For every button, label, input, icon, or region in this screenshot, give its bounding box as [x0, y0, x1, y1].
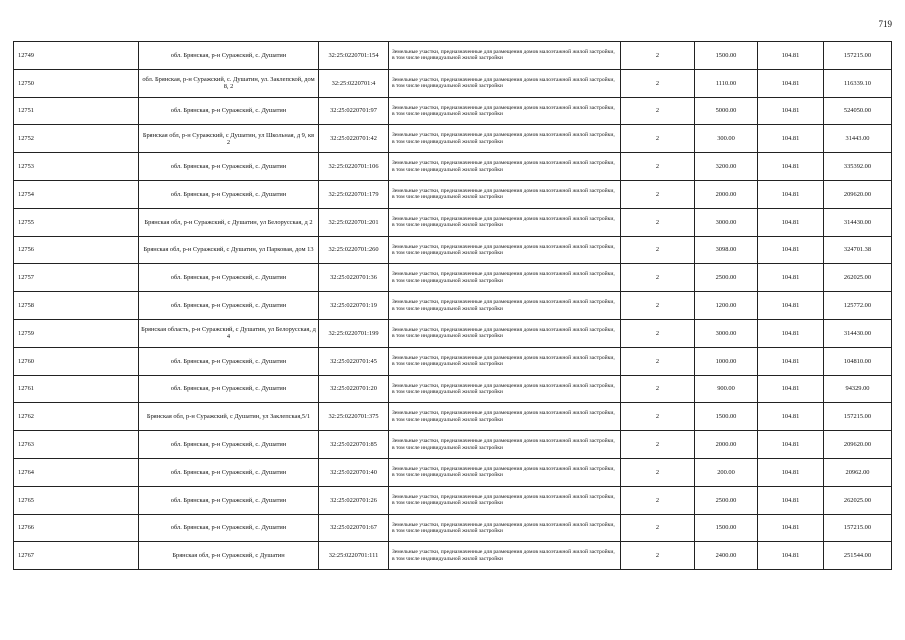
row-address: обл. Брянская, р-н Суражский, с. Душатин — [139, 264, 319, 292]
table-row — [14, 403, 892, 431]
row-rate: 104.81 — [758, 42, 824, 70]
row-area: 2500.00 — [695, 486, 758, 514]
row-address: Брянская обл, р-н Суражский, с Душатин, ул Школьная, д 9, кв 2 — [139, 125, 319, 153]
row-group: 2 — [621, 486, 695, 514]
row-area: 1500.00 — [695, 514, 758, 542]
row-rate: 104.81 — [758, 542, 824, 570]
row-cadastral-value: 262025.00 — [824, 264, 892, 292]
row-address: обл. Брянская, р-н Суражский, с. Душатин — [139, 153, 319, 181]
row-land-purpose: Земельные участки, предназначенные для размещения домов малоэтажной жилой застройки, в том числе индивидуальной жилой застройки — [389, 431, 621, 459]
row-rate: 104.81 — [758, 153, 824, 181]
row-cadastral-value: 324701.38 — [824, 236, 892, 264]
row-land-purpose: Земельные участки, предназначенные для размещения домов малоэтажной жилой застройки, в том числе индивидуальной жилой застройки — [389, 514, 621, 542]
row-group: 2 — [621, 97, 695, 125]
row-number: 12756 — [14, 236, 139, 264]
row-land-purpose: Земельные участки, предназначенные для размещения домов малоэтажной жилой застройки, в том числе индивидуальной жилой застройки — [389, 153, 621, 181]
row-group: 2 — [621, 347, 695, 375]
row-number: 12759 — [14, 319, 139, 347]
row-cadastral-value: 157215.00 — [824, 42, 892, 70]
row-cadastral-value: 20962.00 — [824, 458, 892, 486]
table-row — [14, 264, 892, 292]
table-row — [14, 236, 892, 264]
row-land-purpose: Земельные участки, предназначенные для размещения домов малоэтажной жилой застройки, в том числе индивидуальной жилой застройки — [389, 97, 621, 125]
row-group: 2 — [621, 125, 695, 153]
row-group: 2 — [621, 375, 695, 403]
row-group: 2 — [621, 208, 695, 236]
row-cadastral-number: 32:25:0220701:20 — [319, 375, 389, 403]
row-number: 12764 — [14, 458, 139, 486]
row-group: 2 — [621, 292, 695, 320]
row-cadastral-number: 32:25:0220701:67 — [319, 514, 389, 542]
row-rate: 104.81 — [758, 514, 824, 542]
table-row — [14, 347, 892, 375]
row-number: 12754 — [14, 180, 139, 208]
row-cadastral-number: 32:25:0220701:375 — [319, 403, 389, 431]
row-land-purpose: Земельные участки, предназначенные для размещения домов малоэтажной жилой застройки, в том числе индивидуальной жилой застройки — [389, 403, 621, 431]
row-land-purpose: Земельные участки, предназначенные для размещения домов малоэтажной жилой застройки, в том числе индивидуальной жилой застройки — [389, 180, 621, 208]
row-cadastral-value: 31443.00 — [824, 125, 892, 153]
row-number: 12765 — [14, 486, 139, 514]
row-number: 12760 — [14, 347, 139, 375]
row-cadastral-number: 32:25:0220701:179 — [319, 180, 389, 208]
row-rate: 104.81 — [758, 208, 824, 236]
row-land-purpose: Земельные участки, предназначенные для размещения домов малоэтажной жилой застройки, в том числе индивидуальной жилой застройки — [389, 347, 621, 375]
row-cadastral-number: 32:25:0220701:201 — [319, 208, 389, 236]
row-number: 12751 — [14, 97, 139, 125]
row-rate: 104.81 — [758, 319, 824, 347]
row-area: 900.00 — [695, 375, 758, 403]
table-row — [14, 97, 892, 125]
row-cadastral-value: 314430.00 — [824, 208, 892, 236]
row-area: 2500.00 — [695, 264, 758, 292]
row-group: 2 — [621, 69, 695, 97]
row-address: Брянская область, р-н Суражский, с Душатин, ул Белорусская, д 4 — [139, 319, 319, 347]
row-address: обл. Брянская, р-н Суражский, с. Душатин — [139, 486, 319, 514]
row-number: 12761 — [14, 375, 139, 403]
row-group: 2 — [621, 431, 695, 459]
row-cadastral-number: 32:25:0220701:26 — [319, 486, 389, 514]
row-area: 2000.00 — [695, 431, 758, 459]
row-area: 5000.00 — [695, 97, 758, 125]
row-rate: 104.81 — [758, 97, 824, 125]
cadastral-table — [13, 41, 892, 570]
row-cadastral-number: 32:25:0220701:154 — [319, 42, 389, 70]
row-address: обл. Брянская, р-н Суражский, с. Душатин, ул. Заклепской, дом 8, 2 — [139, 69, 319, 97]
row-area: 3000.00 — [695, 319, 758, 347]
row-cadastral-value: 251544.00 — [824, 542, 892, 570]
table-row — [14, 125, 892, 153]
row-address: Брянская обл, р-н Суражский, с Душатин, ул Белорусская, д 2 — [139, 208, 319, 236]
table-row — [14, 69, 892, 97]
row-cadastral-number: 32:25:0220701:36 — [319, 264, 389, 292]
row-land-purpose: Земельные участки, предназначенные для размещения домов малоэтажной жилой застройки, в том числе индивидуальной жилой застройки — [389, 125, 621, 153]
row-rate: 104.81 — [758, 264, 824, 292]
row-rate: 104.81 — [758, 431, 824, 459]
row-group: 2 — [621, 180, 695, 208]
row-number: 12755 — [14, 208, 139, 236]
row-cadastral-number: 32:25:0220701:19 — [319, 292, 389, 320]
row-land-purpose: Земельные участки, предназначенные для размещения домов малоэтажной жилой застройки, в том числе индивидуальной жилой застройки — [389, 486, 621, 514]
row-cadastral-number: 32:25:0220701:40 — [319, 458, 389, 486]
row-address: Брянская обл, р-н Суражский, с Душатин, ул Заклепская,5/1 — [139, 403, 319, 431]
row-area: 2000.00 — [695, 180, 758, 208]
row-address: обл. Брянская, р-н Суражский, с. Душатин — [139, 180, 319, 208]
row-cadastral-value: 335392.00 — [824, 153, 892, 181]
row-rate: 104.81 — [758, 292, 824, 320]
table-row — [14, 458, 892, 486]
row-cadastral-value: 157215.00 — [824, 403, 892, 431]
row-number: 12752 — [14, 125, 139, 153]
row-area: 200.00 — [695, 458, 758, 486]
row-cadastral-value: 524050.00 — [824, 97, 892, 125]
row-cadastral-value: 125772.00 — [824, 292, 892, 320]
table-row — [14, 375, 892, 403]
row-address: обл. Брянская, р-н Суражский, с. Душатин — [139, 97, 319, 125]
row-cadastral-number: 32:25:0220701:97 — [319, 97, 389, 125]
row-address: обл. Брянская, р-н Суражский, с. Душатин — [139, 42, 319, 70]
row-address: обл. Брянская, р-н Суражский, с. Душатин — [139, 514, 319, 542]
row-land-purpose: Земельные участки, предназначенные для размещения домов малоэтажной жилой застройки, в том числе индивидуальной жилой застройки — [389, 319, 621, 347]
table-row — [14, 180, 892, 208]
row-number: 12758 — [14, 292, 139, 320]
row-number: 12750 — [14, 69, 139, 97]
row-land-purpose: Земельные участки, предназначенные для размещения домов малоэтажной жилой застройки, в том числе индивидуальной жилой застройки — [389, 69, 621, 97]
row-number: 12749 — [14, 42, 139, 70]
row-group: 2 — [621, 236, 695, 264]
row-group: 2 — [621, 542, 695, 570]
row-land-purpose: Земельные участки, предназначенные для размещения домов малоэтажной жилой застройки, в том числе индивидуальной жилой застройки — [389, 208, 621, 236]
row-number: 12757 — [14, 264, 139, 292]
row-address: обл. Брянская, р-н Суражский, с. Душатин — [139, 292, 319, 320]
row-cadastral-value: 157215.00 — [824, 514, 892, 542]
row-group: 2 — [621, 264, 695, 292]
row-rate: 104.81 — [758, 236, 824, 264]
row-land-purpose: Земельные участки, предназначенные для размещения домов малоэтажной жилой застройки, в том числе индивидуальной жилой застройки — [389, 292, 621, 320]
row-cadastral-number: 32:25:0220701:199 — [319, 319, 389, 347]
row-address: обл. Брянская, р-н Суражский, с. Душатин — [139, 431, 319, 459]
row-number: 12753 — [14, 153, 139, 181]
row-number: 12763 — [14, 431, 139, 459]
row-rate: 104.81 — [758, 458, 824, 486]
row-cadastral-number: 32:25:0220701:4 — [319, 69, 389, 97]
table-row — [14, 431, 892, 459]
row-cadastral-value: 209620.00 — [824, 180, 892, 208]
row-rate: 104.81 — [758, 375, 824, 403]
row-group: 2 — [621, 42, 695, 70]
row-rate: 104.81 — [758, 486, 824, 514]
row-land-purpose: Земельные участки, предназначенные для размещения домов малоэтажной жилой застройки, в том числе индивидуальной жилой застройки — [389, 264, 621, 292]
row-cadastral-value: 209620.00 — [824, 431, 892, 459]
row-cadastral-value: 104810.00 — [824, 347, 892, 375]
table-row — [14, 208, 892, 236]
table-row — [14, 542, 892, 570]
row-address: Брянская обл, р-н Суражский, с Душатин, ул Парковая, дом 13 — [139, 236, 319, 264]
row-number: 12762 — [14, 403, 139, 431]
row-rate: 104.81 — [758, 347, 824, 375]
row-cadastral-number: 32:25:0220701:106 — [319, 153, 389, 181]
row-address: обл. Брянская, р-н Суражский, с. Душатин — [139, 347, 319, 375]
row-area: 1110.00 — [695, 69, 758, 97]
table-row — [14, 42, 892, 70]
row-land-purpose: Земельные участки, предназначенные для размещения домов малоэтажной жилой застройки, в том числе индивидуальной жилой застройки — [389, 236, 621, 264]
row-rate: 104.81 — [758, 125, 824, 153]
row-cadastral-number: 32:25:0220701:85 — [319, 431, 389, 459]
row-group: 2 — [621, 458, 695, 486]
row-area: 1200.00 — [695, 292, 758, 320]
row-group: 2 — [621, 514, 695, 542]
table-row — [14, 486, 892, 514]
row-number: 12766 — [14, 514, 139, 542]
row-rate: 104.81 — [758, 69, 824, 97]
row-cadastral-number: 32:25:0220701:111 — [319, 542, 389, 570]
table-row — [14, 514, 892, 542]
row-rate: 104.81 — [758, 180, 824, 208]
row-land-purpose: Земельные участки, предназначенные для размещения домов малоэтажной жилой застройки, в том числе индивидуальной жилой застройки — [389, 458, 621, 486]
row-area: 300.00 — [695, 125, 758, 153]
table-row — [14, 153, 892, 181]
row-rate: 104.81 — [758, 403, 824, 431]
row-land-purpose: Земельные участки, предназначенные для размещения домов малоэтажной жилой застройки, в том числе индивидуальной жилой застройки — [389, 375, 621, 403]
row-area: 1000.00 — [695, 347, 758, 375]
row-address: Брянская обл, р-н Суражский, с Душатин — [139, 542, 319, 570]
row-area: 1500.00 — [695, 42, 758, 70]
row-group: 2 — [621, 319, 695, 347]
row-land-purpose: Земельные участки, предназначенные для размещения домов малоэтажной жилой застройки, в том числе индивидуальной жилой застройки — [389, 542, 621, 570]
table-row — [14, 319, 892, 347]
row-cadastral-value: 116339.10 — [824, 69, 892, 97]
row-group: 2 — [621, 153, 695, 181]
row-cadastral-value: 94329.00 — [824, 375, 892, 403]
row-cadastral-value: 314430.00 — [824, 319, 892, 347]
row-address: обл. Брянская, р-н Суражский, с. Душатин — [139, 458, 319, 486]
row-cadastral-number: 32:25:0220701:45 — [319, 347, 389, 375]
row-area: 3098.00 — [695, 236, 758, 264]
row-land-purpose: Земельные участки, предназначенные для размещения домов малоэтажной жилой застройки, в том числе индивидуальной жилой застройки — [389, 42, 621, 70]
row-area: 3000.00 — [695, 208, 758, 236]
table-body — [14, 42, 892, 570]
row-address: обл. Брянская, р-н Суражский, с. Душатин — [139, 375, 319, 403]
row-area: 1500.00 — [695, 403, 758, 431]
row-area: 3200.00 — [695, 153, 758, 181]
row-area: 2400.00 — [695, 542, 758, 570]
page-number: 719 — [878, 19, 892, 29]
row-number: 12767 — [14, 542, 139, 570]
row-cadastral-value: 262025.00 — [824, 486, 892, 514]
row-cadastral-number: 32:25:0220701:260 — [319, 236, 389, 264]
table-row — [14, 292, 892, 320]
row-group: 2 — [621, 403, 695, 431]
row-cadastral-number: 32:25:0220701:42 — [319, 125, 389, 153]
